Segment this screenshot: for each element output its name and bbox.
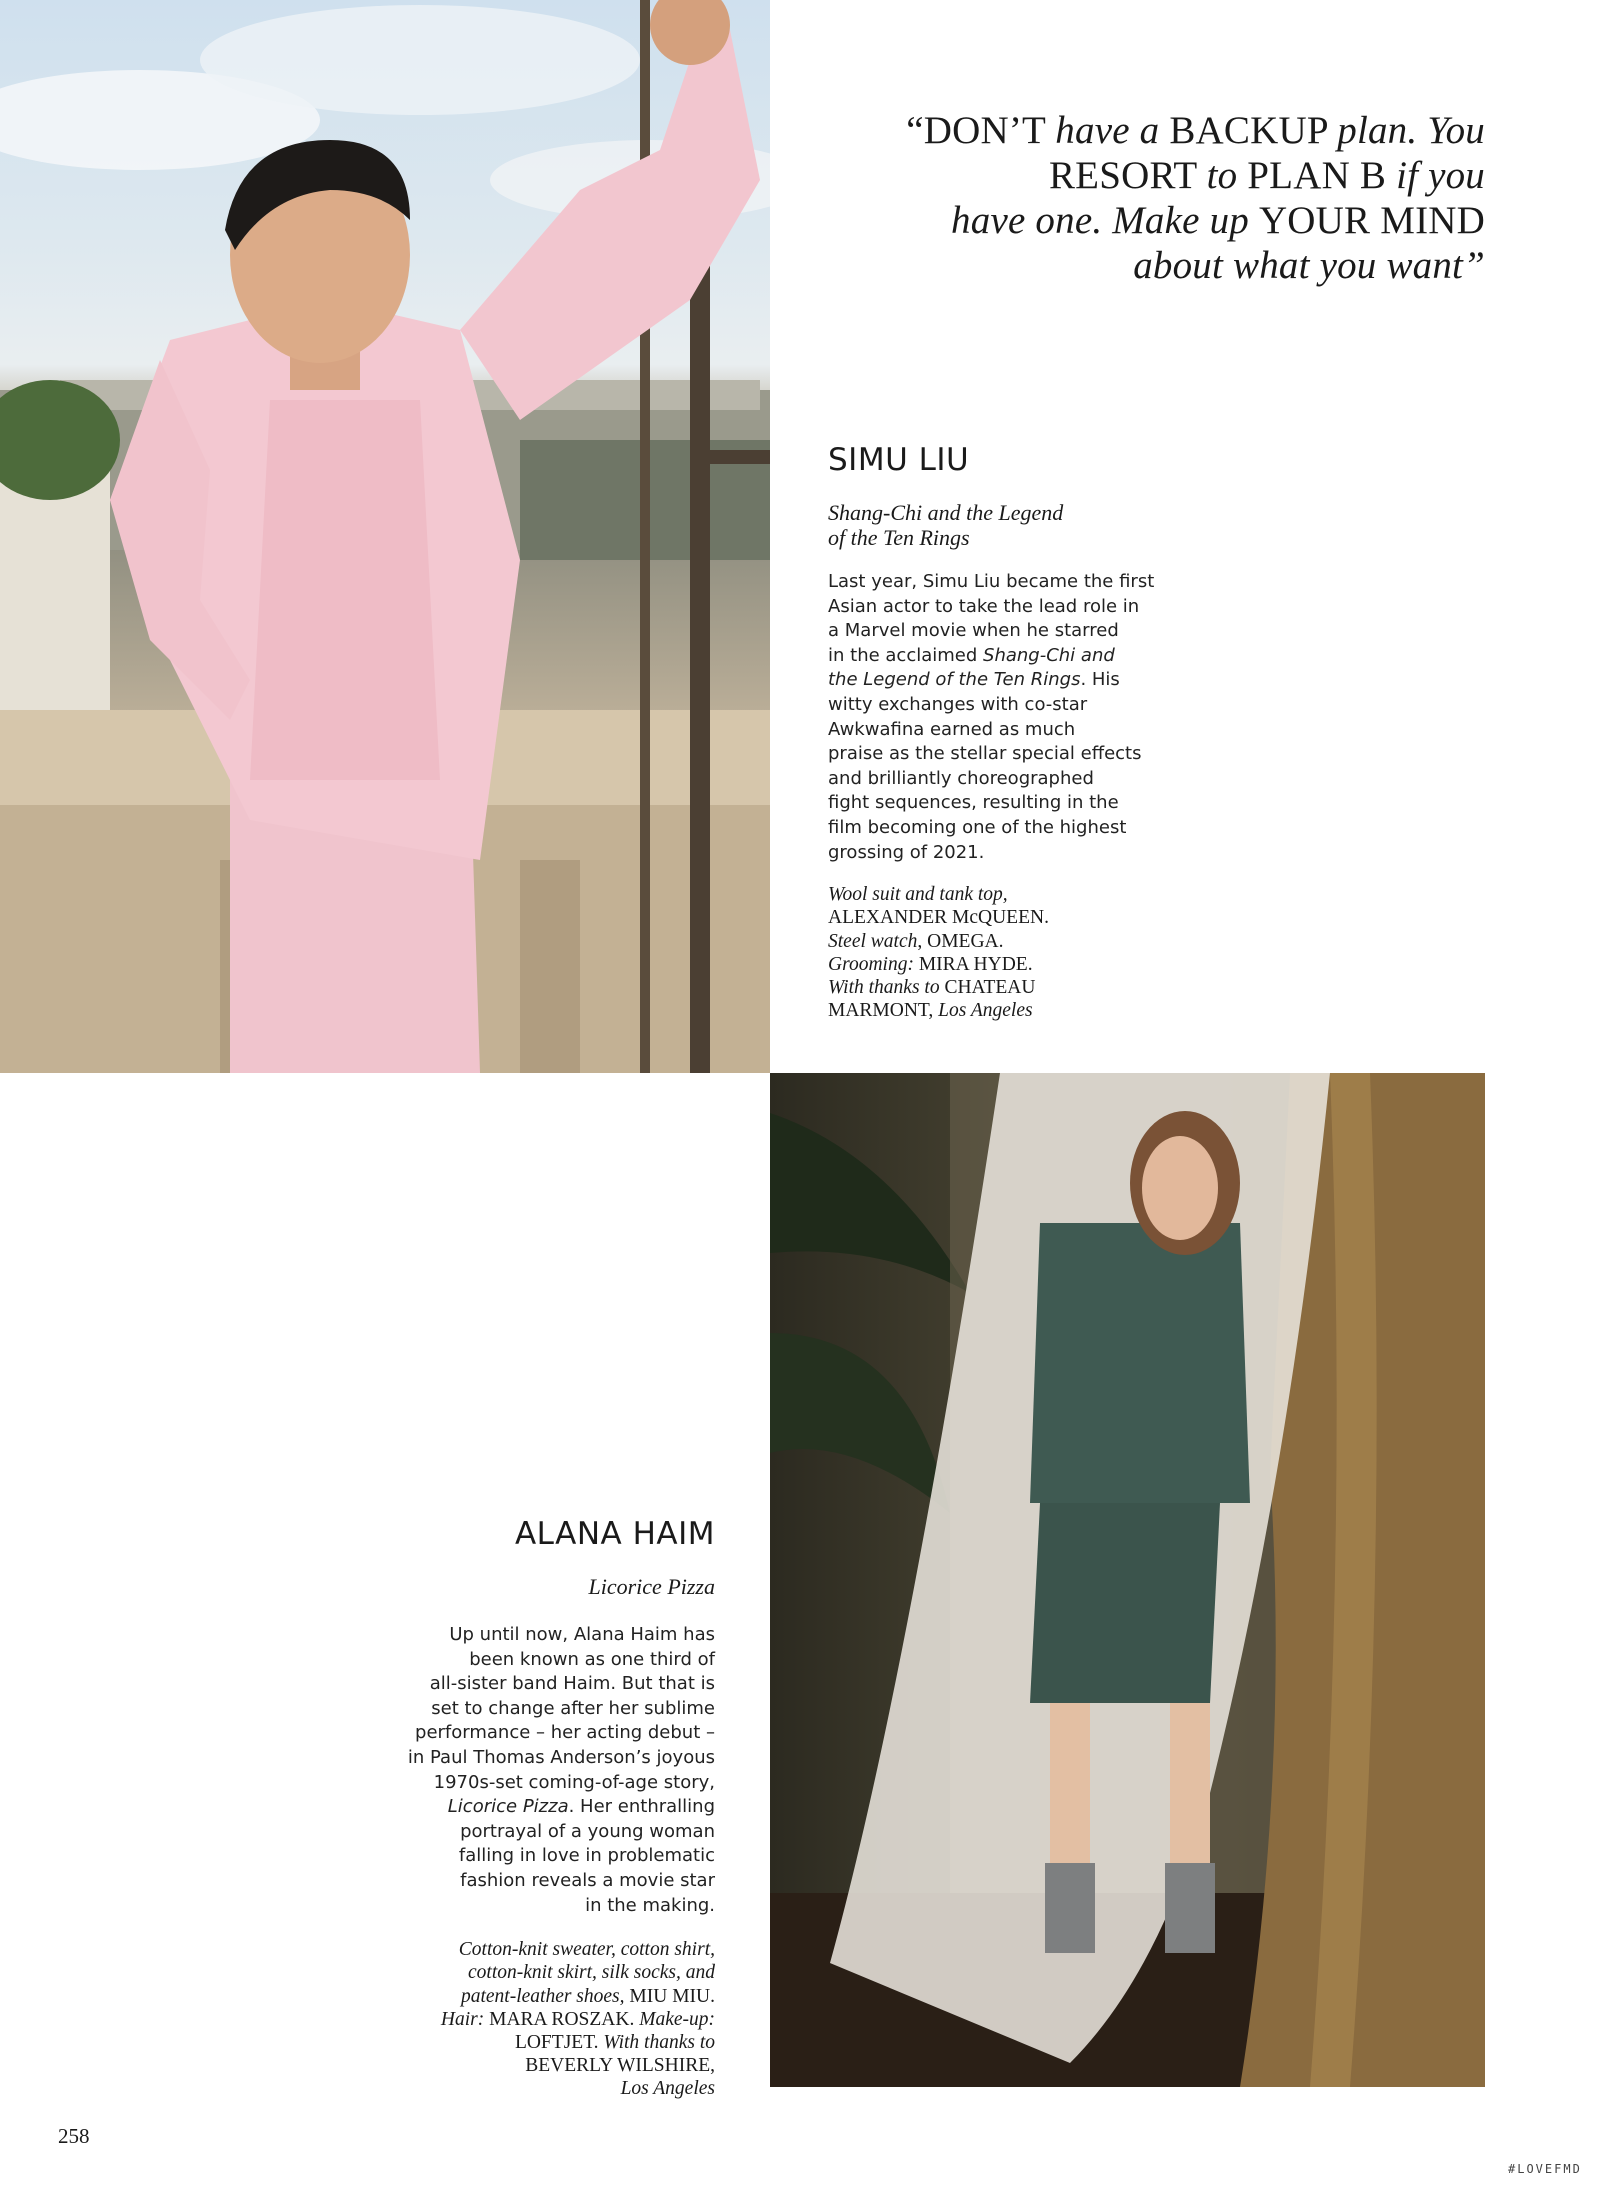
pull-quote [840, 108, 1485, 288]
bio-line: been known as one third of [469, 1648, 715, 1670]
bio-line: 1970s-set coming-of-age story, [433, 1771, 715, 1793]
credit-line: BEVERLY WILSHIRE, [525, 2055, 715, 2077]
film-title-line: Licorice Pizza [588, 1574, 715, 1599]
bio-line: Up until now, Alana Haim has [449, 1624, 715, 1645]
film-title [335, 1574, 715, 1599]
bio-line: all-sister band Haim. But that is [429, 1673, 715, 1695]
credit-line: patent-leather shoes, MIU MIU. [460, 1985, 715, 2007]
bio-line: in Paul Thomas Anderson’s joyous [407, 1746, 715, 1768]
profile-name: SIMU LIU [828, 442, 970, 478]
photo-alana-haim [770, 1073, 1485, 2087]
film-title-line: Shang-Chi and the Legend [828, 500, 1064, 525]
film-title [828, 500, 1188, 550]
bio-line: film becoming one of the highest [828, 816, 1127, 838]
credit-line: Wool suit and tank top, [828, 884, 1008, 906]
bio-line: performance – her acting debut – [415, 1722, 715, 1744]
bio-line: the Legend of the Ten Rings. His [828, 669, 1120, 691]
credit-line: Hair: MARA ROSZAK. Make-up: [440, 2008, 715, 2030]
bio-line: grossing of 2021. [828, 841, 985, 863]
credit-line: cotton-knit skirt, silk socks, and [468, 1962, 715, 1984]
bio-line: fashion reveals a movie star [460, 1869, 715, 1891]
pull-quote-line: “DON’T have a BACKUP plan. You [906, 109, 1485, 152]
watermark: #LOVEFMD [1508, 2162, 1582, 2176]
bio-line: a Marvel movie when he starred [828, 620, 1119, 642]
bio-line: Asian actor to take the lead role in [828, 595, 1140, 617]
pull-quote-line: RESORT to PLAN B if you [1048, 154, 1485, 197]
credit-line: Steel watch, OMEGA. [828, 930, 1004, 952]
pull-quote-line: have one. Make up YOUR MIND [951, 199, 1485, 242]
bio-line: falling in love in problematic [458, 1845, 715, 1867]
film-title-line: of the Ten Rings [828, 525, 970, 550]
page-number: 258 [58, 2124, 90, 2148]
fashion-credits [335, 1938, 715, 2100]
bio-line: in the acclaimed Shang-Chi and [828, 644, 1115, 666]
fashion-credits [828, 883, 1188, 1022]
profile-alana-haim [335, 1516, 715, 2101]
credit-line: ALEXANDER McQUEEN. [828, 907, 1049, 929]
bio-line: Licorice Pizza. Her enthralling [447, 1796, 715, 1818]
credit-line: Grooming: MIRA HYDE. [828, 953, 1033, 975]
photo-simu-liu [0, 0, 770, 1073]
bio-line: in the making. [585, 1894, 715, 1916]
profile-bio [828, 570, 1188, 865]
bio-line: and brilliantly choreographed [828, 767, 1094, 789]
credit-line: Cotton-knit sweater, cotton shirt, [458, 1939, 715, 1961]
bio-line: Awkwafina earned as much [828, 718, 1076, 740]
bio-line: set to change after her sublime [431, 1697, 715, 1719]
bio-line: fight sequences, resulting in the [828, 792, 1119, 814]
bio-line: Last year, Simu Liu became the first [828, 571, 1155, 592]
credit-line: MARMONT, Los Angeles [828, 1000, 1033, 1022]
credit-line: With thanks to CHATEAU [828, 976, 1036, 998]
profile-name: ALANA HAIM [514, 1516, 715, 1552]
profile-bio [335, 1623, 715, 1918]
bio-line: witty exchanges with co-star [828, 693, 1088, 715]
profile-simu-liu [828, 442, 1188, 1022]
bio-line: praise as the stellar special effects [828, 743, 1142, 765]
pull-quote-line: about what you want” [1133, 244, 1485, 287]
credit-line: LOFTJET. With thanks to [514, 2031, 715, 2053]
credit-line: Los Angeles [620, 2078, 715, 2100]
bio-line: portrayal of a young woman [460, 1820, 715, 1842]
